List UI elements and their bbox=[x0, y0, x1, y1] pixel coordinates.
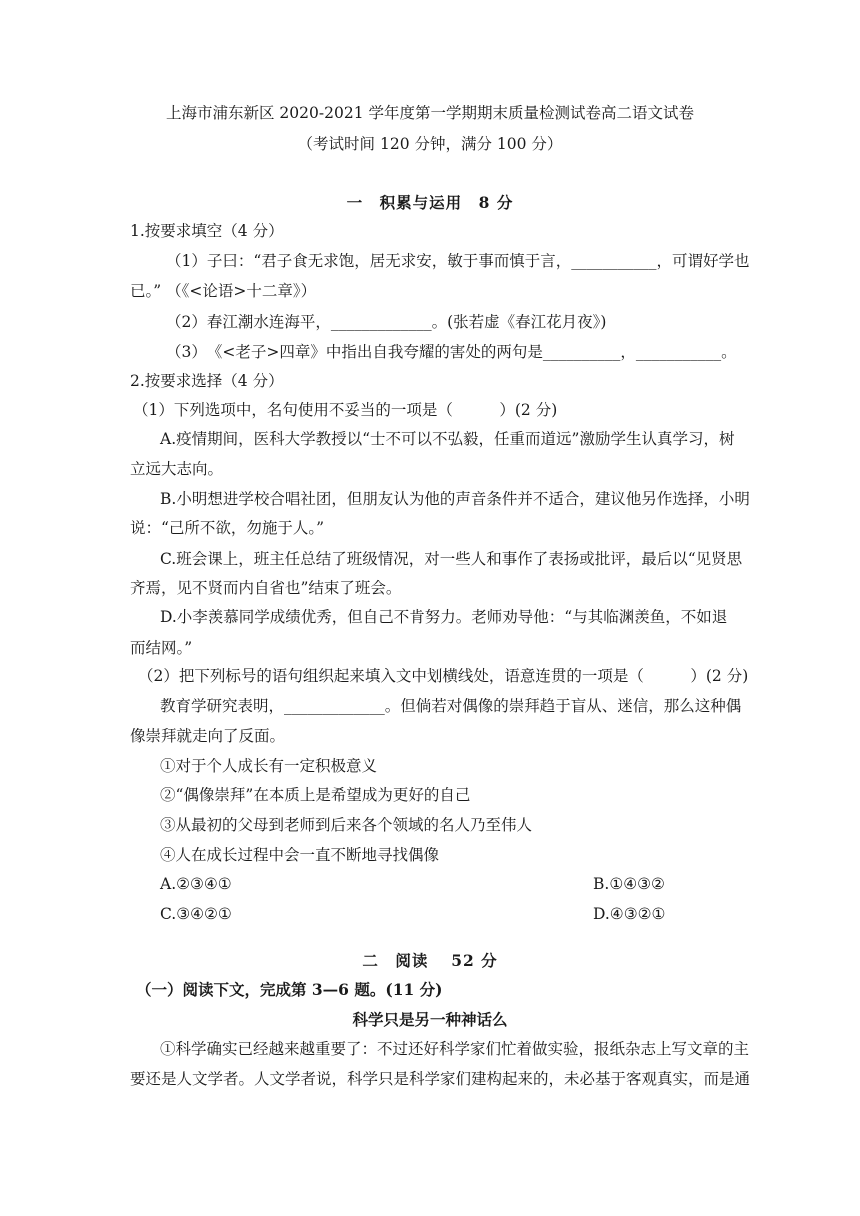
option-b-line-2: 说：“己所不欲，勿施于人。” bbox=[130, 519, 325, 537]
choice-b: B.①④③② bbox=[593, 875, 665, 893]
question-2-label: 2.按要求选择（4 分） bbox=[130, 372, 284, 390]
question-2-sub-2: （2）把下列标号的语句组织起来填入文中划横线处，语意连贯的一项是（ ）(2 分) bbox=[138, 667, 749, 685]
question-1-item-2: （2）春江潮水连海平，_____________。(张若虚《春江花月夜》) bbox=[166, 313, 607, 331]
choice-d: D.④③②① bbox=[593, 905, 666, 923]
reading-part-1-label: （一）阅读下文，完成第 3—6 题。(11 分) bbox=[136, 980, 443, 999]
choice-a: A.②③④① bbox=[160, 875, 232, 893]
option-a-line-1: A.疫情期间，医科大学教授以“士不可以不弘毅，任重而道远”激励学生认真学习，树 bbox=[160, 430, 735, 448]
question-1-label: 1.按要求填空（4 分） bbox=[130, 222, 284, 240]
article-paragraph-1-line-2: 要还是人文学者。人文学者说，科学只是科学家们建构起来的，未必基于客观真实，而是通 bbox=[130, 1070, 751, 1088]
option-b-line-1: B.小明想进学校合唱社团，但朋友认为他的声音条件并不适合，建议他另作选择，小明 bbox=[160, 490, 750, 508]
section-2-heading: 二 阅读 52 分 bbox=[362, 951, 498, 970]
choice-c: C.③④②① bbox=[160, 905, 232, 923]
section-1-heading: 一 积累与运用 8 分 bbox=[346, 193, 514, 212]
sentence-2: ②“偶像崇拜”在本质上是希望成为更好的自己 bbox=[160, 786, 471, 804]
article-title: 科学只是另一种神话么 bbox=[352, 1010, 508, 1029]
option-d-line-2: 而结网。” bbox=[130, 639, 193, 657]
option-a-line-2: 立远大志向。 bbox=[130, 460, 224, 478]
question-1-item-3: （3） 《<老子>四章》中指出自我夸耀的害处的两句是__________，___________。 bbox=[166, 343, 737, 361]
exam-title: 上海市浦东新区 2020-2021 学年度第一学期期末质量检测试卷高二语文试卷 bbox=[166, 104, 694, 122]
sentence-3: ③从最初的父母到老师到后来各个领域的名人乃至伟人 bbox=[160, 816, 533, 834]
question-2-sub-1: （1）下列选项中，名句使用不妥当的一项是（ ）(2 分) bbox=[133, 401, 558, 419]
sentence-4: ④人在成长过程中会一直不断地寻找偶像 bbox=[160, 846, 440, 864]
article-paragraph-1-line-1: ①科学确实已经越来越重要了：不过还好科学家们忙着做实验，报纸杂志上写文章的主 bbox=[160, 1040, 750, 1058]
option-c-line-2: 齐焉，见不贤而内自省也”结束了班会。 bbox=[130, 579, 402, 597]
option-d-line-1: D.小李羡慕同学成绩优秀，但自己不肯努力。老师劝导他：“与其临渊羡鱼，不如退 bbox=[160, 608, 728, 626]
question-1-item-1-line-1: （1）子曰：“君子食无求饱，居无求安，敏于事而慎于言，___________，可谓好学也 bbox=[166, 252, 750, 270]
option-c-line-1: C.班会课上，班主任总结了班级情况，对一些人和事作了表扬或批评，最后以“见贤思 bbox=[160, 550, 743, 568]
sentence-1: ①对于个人成长有一定积极意义 bbox=[160, 757, 378, 775]
question-1-item-1-line-2: 已。” （《<论语>十二章》） bbox=[130, 282, 317, 300]
exam-subtitle: （考试时间 120 分钟，满分 100 分） bbox=[297, 135, 563, 153]
stem-line-2: 像崇拜就走向了反面。 bbox=[130, 727, 286, 745]
stem-line-1: 教育学研究表明，_____________。但倘若对偶像的崇拜趋于盲从、迷信，那么这种偶 bbox=[160, 697, 742, 715]
